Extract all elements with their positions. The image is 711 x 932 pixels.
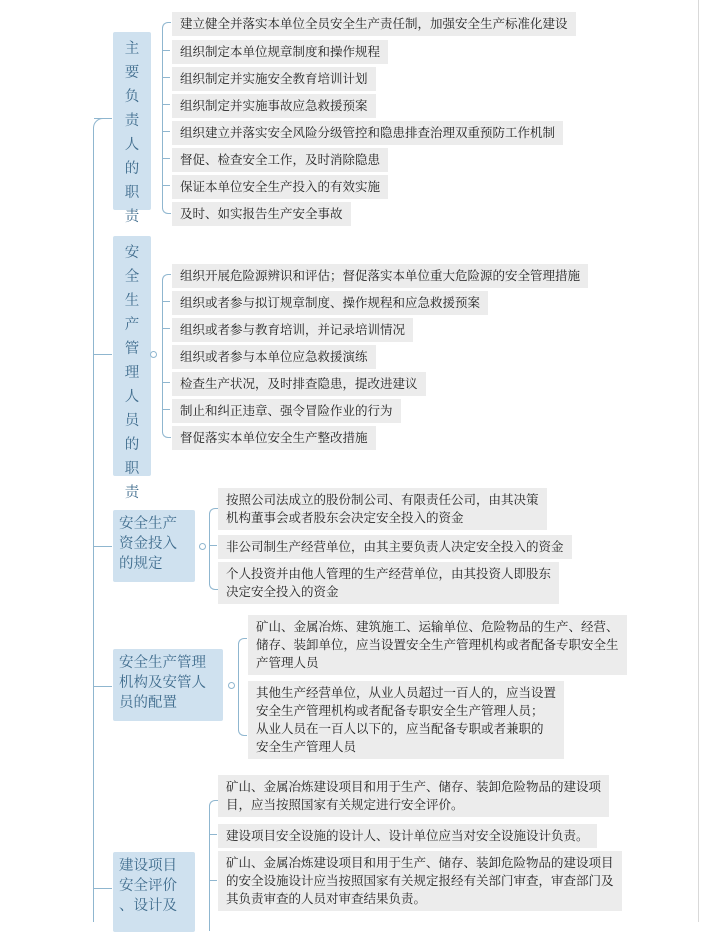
category-char: 安	[124, 245, 140, 261]
category-safety-funding[interactable]	[113, 510, 195, 582]
connector	[94, 546, 112, 547]
category-line: 安全生产管理	[119, 655, 206, 671]
item-line: 的安全设施设计应当按照国家有关规定报经有关部门审查，审查部门及	[226, 873, 614, 888]
funding-item[interactable]	[218, 535, 572, 559]
tick	[162, 409, 170, 410]
category-char: 人	[124, 389, 140, 405]
category-line: 员的配置	[119, 695, 177, 711]
tick	[162, 328, 170, 329]
category-char: 的	[124, 161, 140, 177]
bracket	[238, 638, 247, 736]
item-line: 矿山、金属冶炼建设项目和用于生产、储存、装卸危险物品的建设项目	[226, 855, 614, 870]
bracket	[162, 274, 171, 438]
category-line: 安全评价	[119, 878, 177, 894]
duty-item[interactable]: 检查生产状况，及时排查隐患，提改进建议	[172, 372, 426, 396]
category-line: 的规定	[119, 556, 163, 572]
category-line: 建设项目	[119, 858, 177, 874]
category-char: 责	[124, 209, 140, 225]
category-char: 要	[124, 65, 140, 81]
item-line: 目，应当按照国家有关规定进行安全评价。	[226, 797, 464, 812]
category-project-evaluation[interactable]	[113, 852, 195, 932]
collapse-dot[interactable]	[199, 543, 206, 550]
item-line: 矿山、金属冶炼、建筑施工、运输单位、危险物品的生产、经营、	[256, 619, 619, 634]
category-line: 、设计及	[119, 898, 177, 914]
duty-item[interactable]: 组织开展危险源辨识和评估；督促落实本单位重大危险源的安全管理措施	[172, 264, 588, 288]
funding-item[interactable]	[218, 488, 547, 530]
collapse-dot[interactable]	[150, 351, 157, 358]
project-item[interactable]	[218, 851, 622, 911]
connector	[94, 686, 112, 687]
duty-item[interactable]: 督促、检查安全工作，及时消除隐患	[172, 148, 388, 172]
tick	[162, 50, 170, 51]
tick	[162, 104, 170, 105]
category-char: 员	[124, 413, 140, 429]
page-edge-line	[698, 0, 699, 922]
duty-item[interactable]: 及时、如实报告生产安全事故	[172, 202, 351, 226]
category-char: 责	[124, 485, 140, 501]
duty-item[interactable]: 组织制定并实施安全教育培训计划	[172, 67, 376, 91]
duty-item[interactable]: 制止和纠正违章、强令冒险作业的行为	[172, 399, 401, 423]
item-line: 储存、装卸单位，应当设置安全生产管理机构或者配备专职安全生	[256, 637, 619, 652]
organization-item[interactable]	[248, 615, 627, 675]
duty-item[interactable]: 组织或者参与拟订规章制度、操作规程和应急救援预案	[172, 291, 488, 315]
item-line: 建设项目安全设施的设计人、设计单位应当对安全设施设计负责。	[226, 828, 589, 843]
tick	[209, 545, 217, 546]
item-line: 安全生产管理机构或者配备专职安全生产管理人员；	[256, 703, 544, 718]
item-line: 机构董事会或者股东会决定安全投入的资金	[226, 510, 464, 525]
category-char: 生	[124, 293, 140, 309]
category-line: 机构及安管人	[119, 675, 206, 691]
duty-item[interactable]: 保证本单位安全生产投入的有效实施	[172, 175, 388, 199]
category-char: 理	[124, 365, 140, 381]
tick	[162, 77, 170, 78]
tick	[162, 382, 170, 383]
connector	[94, 888, 112, 889]
category-char: 主	[124, 41, 140, 57]
connector	[94, 118, 112, 119]
item-line: 从业人员在一百人以下的，应当配备专职或者兼职的	[256, 721, 544, 736]
category-line: 安全生产	[119, 516, 177, 532]
category-char: 管	[124, 341, 140, 357]
item-line: 矿山、金属冶炼建设项目和用于生产、储存、装卸危险物品的建设项	[226, 779, 602, 794]
category-principal-duties[interactable]	[113, 32, 151, 225]
category-char: 职	[124, 461, 140, 477]
duty-item[interactable]: 建立健全并落实本单位全员安全生产责任制，加强安全生产标准化建设	[172, 12, 576, 36]
duty-item[interactable]: 督促落实本单位安全生产整改措施	[172, 426, 376, 450]
duty-item[interactable]: 组织建立并落实安全风险分级管控和隐患排查治理双重预防工作机制	[172, 121, 563, 145]
tick	[162, 185, 170, 186]
tick	[209, 834, 217, 835]
item-line: 其负责审查的人员对审查结果负责。	[226, 891, 427, 906]
item-line: 其他生产经营单位，从业人员超过一百人的，应当设置	[256, 685, 557, 700]
tick	[162, 131, 170, 132]
funding-item[interactable]	[218, 562, 559, 604]
category-char: 的	[124, 437, 140, 453]
category-safety-manager-duties[interactable]	[113, 236, 151, 501]
category-char: 产	[124, 317, 140, 333]
tick	[162, 158, 170, 159]
mindmap-trunk	[93, 130, 94, 922]
item-line: 个人投资并由他人管理的生产经营单位，由其投资人即股东	[226, 566, 552, 581]
item-line: 非公司制生产经营单位，由其主要负责人决定安全投入的资金	[226, 539, 564, 554]
bracket	[209, 800, 218, 931]
connector	[94, 354, 112, 355]
category-char: 全	[124, 269, 140, 285]
duty-item[interactable]: 组织或者参与本单位应急救援演练	[172, 345, 376, 369]
duty-item[interactable]: 组织或者参与教育培训，并记录培训情况	[172, 318, 413, 342]
category-safety-organization[interactable]	[113, 649, 223, 721]
category-char: 人	[124, 137, 140, 153]
organization-item[interactable]	[248, 681, 564, 759]
item-line: 安全生产管理人员	[256, 739, 357, 754]
item-line: 按照公司法成立的股份制公司、有限责任公司，由其决策	[226, 492, 539, 507]
category-line: 资金投入	[119, 536, 177, 552]
collapse-dot[interactable]	[228, 682, 235, 689]
duty-item[interactable]: 组织制定本单位规章制度和操作规程	[172, 40, 388, 64]
item-line: 决定安全投入的资金	[226, 584, 339, 599]
category-char: 负	[124, 89, 140, 105]
project-item[interactable]	[218, 824, 597, 848]
category-char: 责	[124, 113, 140, 129]
item-line: 产管理人员	[256, 655, 319, 670]
mindmap-trunk-top	[93, 118, 112, 131]
bracket	[209, 508, 218, 590]
tick	[209, 880, 217, 881]
duty-item[interactable]: 组织制定并实施事故应急救援预案	[172, 94, 376, 118]
project-item[interactable]	[218, 775, 609, 817]
tick	[162, 301, 170, 302]
category-char: 职	[124, 185, 140, 201]
